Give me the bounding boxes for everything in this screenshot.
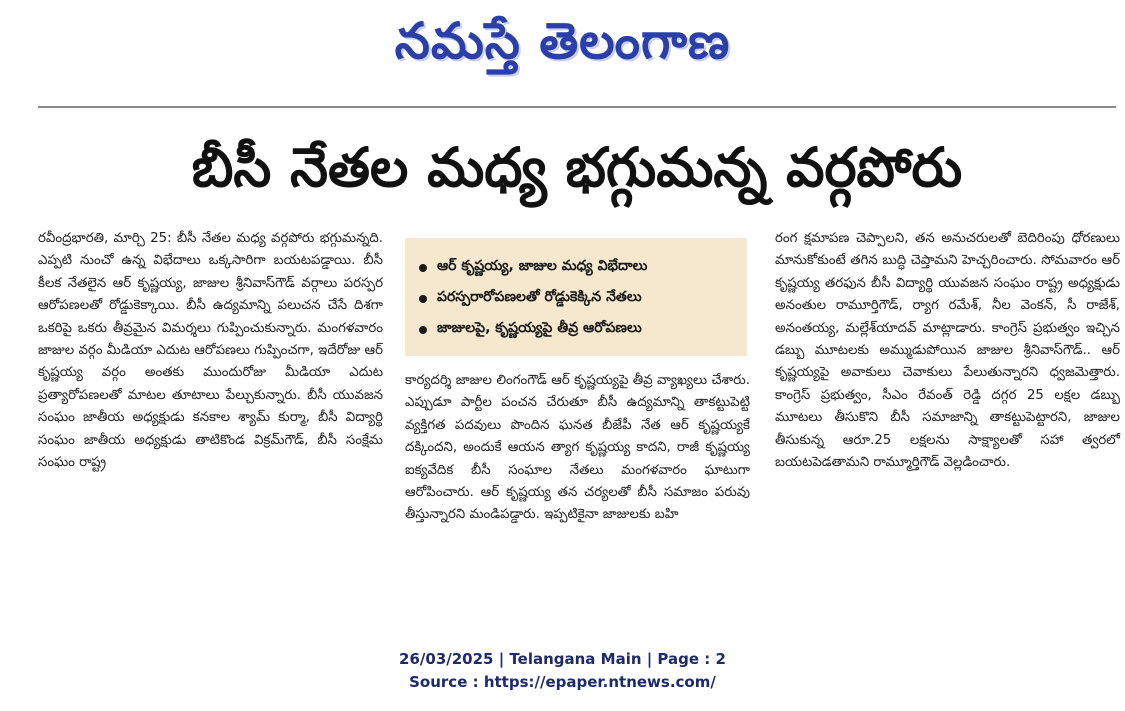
- article-headline: బీసీ నేతల మధ్య భగ్గుమన్న వర్గపోరు: [191, 136, 963, 199]
- article-column-3: [775, 228, 1120, 474]
- column-2-text: కార్యదర్శి జాజుల లింగంగౌడ్ ఆర్ కృష్ణయ్యపై తీవ్ర వ్యాఖ్యలు చేశారు. ఎప్పుడూ పార్టీల పంచన చేరుతూ బీసీ ఉద్యమాన్ని తాకట్టుపెట్టి వ్యక్తిగత పదవులు పొందిన ఘనత బీజేపీ నేత ఆర్ కృష్ణయ్యకే దక్కిందని, అందుకే ఆయన త్యాగ కృష్ణయ్య కాదని, రాజీ కృష్ణయ్య ఐక్యవేదిక బీసీ సంఘాల నేతలు మంగళవారం ఘాటుగా ఆరోపించారు. ఆర్ కృష్ణయ్య తన చర్యలతో బీసీ సమాజం పరువు తీస్తున్నారని మండిపడ్డారు. ఇప్పటికైనా జాజులకు బహి: [405, 373, 750, 523]
- masthead-divider: [38, 106, 1116, 108]
- edition-info: 26/03/2025 | Telangana Main | Page : 2: [399, 650, 726, 668]
- bullet-icon: [419, 264, 427, 272]
- highlight-item: [419, 252, 737, 283]
- article-column-2: [405, 370, 750, 527]
- highlight-text: జాజులపై, కృష్ణయ్యపై తీవ్ర ఆరోపణలు: [437, 320, 642, 336]
- source-link[interactable]: Source : https://epaper.ntnews.com/: [409, 673, 716, 691]
- highlights-box: [405, 238, 747, 356]
- newspaper-masthead: నమస్తే తెలంగాణ: [394, 12, 731, 70]
- highlight-text: పరస్పరారోపణలతో రోడ్డుకెక్కిన నేతలు: [437, 289, 642, 305]
- highlight-item: [419, 314, 737, 345]
- article-column-1: [38, 228, 383, 474]
- bullet-icon: [419, 326, 427, 334]
- highlight-item: [419, 283, 737, 314]
- highlight-text: ఆర్ కృష్ణయ్య, జాజుల మధ్య విభేదాలు: [437, 258, 648, 274]
- column-3-text: రంగ క్షమాపణ చెప్పాలని, తన అనుచరులతో బెదిరింపు ధోరణులు మానుకోకుంటే తగిన బుద్ధి చెప్తామని హెచ్చరించారు. సోమవారం ఆర్ కృష్ణయ్య తరఫున బీసీ విద్యార్థి యువజన సంఘం రాష్ట్ర అధ్యక్షుడు అనంతుల రామూర్తిగౌడ్, ర్యాగ రమేశ్, నీల వెంకన్, సీ రాజేశ్, అనంతయ్య, మల్లేశ్‌యాదవ్ మాట్లాడారు. కాంగ్రెస్ ప్రభుత్వం ఇచ్చిన డబ్బు మూటలకు అమ్ముడుపోయిన జాజుల శ్రీనివాస్‌గౌడ్.. ఆర్ కృష్ణయ్యపై అవాకులు చెవాకులు పేలుతున్నారని ధ్వజమెత్తారు. కాంగ్రెస్ ప్రభుత్వం, సీఎం రేవంత్ రెడ్డి దగ్గర 25 లక్షల డబ్బు మూటలు తీసుకొని బీసీ సమాజాన్ని తాకట్టుపెట్టారని, జాజుల తీసుకున్న ఆరూ.25 లక్షలను సాక్ష్యాలతో సహా త్వరలో బయటపెడతామని రామ్మూర్తిగౌడ్ వెల్లడించారు.: [775, 231, 1120, 471]
- bullet-icon: [419, 295, 427, 303]
- column-1-text: రవీంద్రభారతి, మార్చి 25: బీసీ నేతల మధ్య వర్గపోరు భగ్గుమన్నది. ఎప్పటి నుంచో ఉన్న విభేదాలు ఒక్కసారిగా బయటపడ్డాయి. బీసీ కీలక నేతలైన ఆర్ కృష్ణయ్య, జాజుల శ్రీనివాస్‌గౌడ్ వర్గాలు పరస్పర ఆరోపణలతో రోడ్డుకెక్కాయి. బీసీ ఉద్యమాన్ని పలుచన చేసే దిశగా ఒకరిపై ఒకరు తీవ్రమైన విమర్శలు గుప్పించుకున్నారు. మంగళవారం జాజుల వర్గం మీడియా ఎదుట ఆరోపణలు గుప్పించగా, ఇదేరోజు ఆర్ కృష్ణయ్య వర్గం అంతకు ముందురోజు మీడియా ఎదుట ప్రత్యారోపణలతో మాటల తూటాలు పేల్చుకున్నారు. బీసీ యువజన సంఘం జాతీయ అధ్యక్షుడు కనకాల శ్యామ్ కుర్మా, బీసీ విద్యార్థి సంఘం జాతీయ అధ్యక్షుడు తాటికొండ విక్రమ్‌గౌడ్, బీసీ సంక్షేమ సంఘం రాష్ట్ర: [38, 231, 383, 471]
